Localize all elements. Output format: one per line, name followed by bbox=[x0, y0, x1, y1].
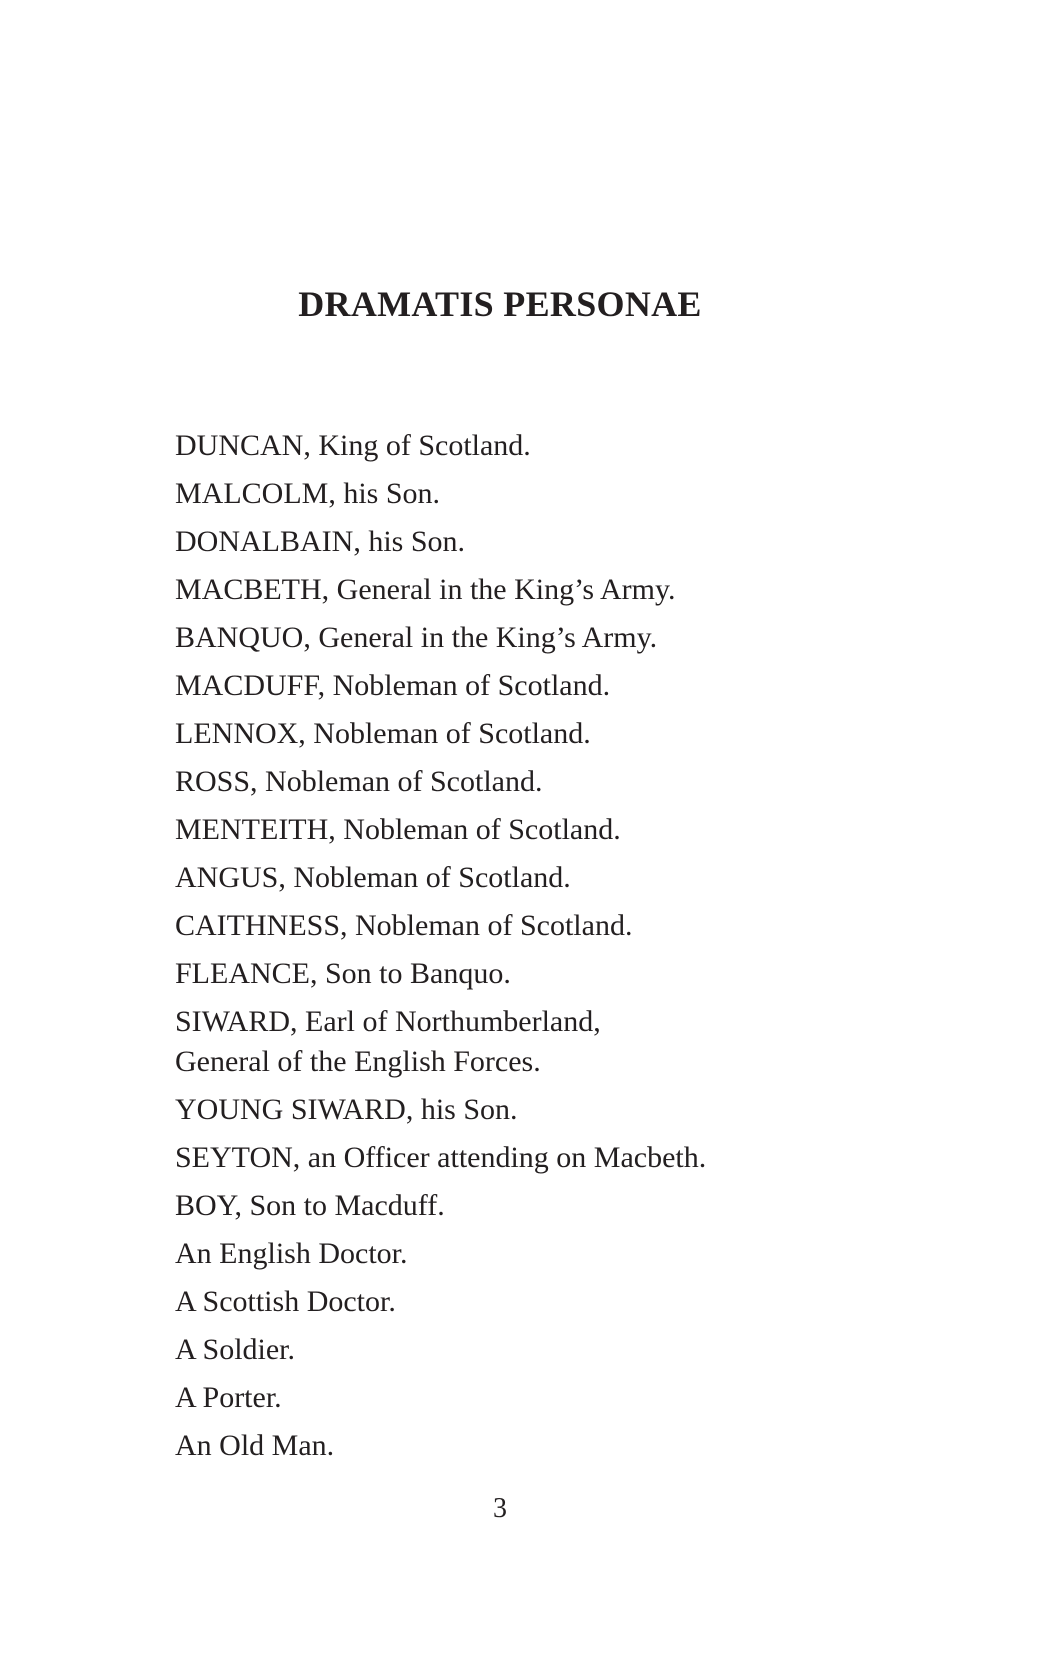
character-entry-line: MACBETH, General in the King’s Army. bbox=[175, 573, 676, 606]
character-entry-line: A Scottish Doctor. bbox=[175, 1285, 396, 1318]
page-title: DRAMATIS PERSONAE bbox=[298, 284, 702, 325]
character-entry bbox=[175, 618, 995, 658]
character-entry bbox=[175, 426, 995, 466]
character-entry bbox=[175, 906, 995, 946]
character-entry-line: A Soldier. bbox=[175, 1333, 296, 1366]
character-entry bbox=[175, 954, 995, 994]
character-entry-line: YOUNG SIWARD, his Son. bbox=[175, 1093, 518, 1126]
character-entry-line: An Old Man. bbox=[175, 1429, 335, 1462]
character-entry-line: ANGUS, Nobleman of Scotland. bbox=[175, 861, 571, 894]
page-number: 3 bbox=[493, 1493, 507, 1524]
character-entry-line: SEYTON, an Officer attending on Macbeth. bbox=[175, 1141, 707, 1174]
character-entry-line: BOY, Son to Macduff. bbox=[175, 1189, 445, 1222]
character-entry bbox=[175, 1426, 995, 1466]
character-entry-line: A Porter. bbox=[175, 1381, 282, 1414]
character-entry bbox=[175, 474, 995, 514]
character-entry bbox=[175, 1002, 995, 1082]
character-entry bbox=[175, 1330, 995, 1370]
character-entry bbox=[175, 1138, 995, 1178]
character-entry-line: DONALBAIN, his Son. bbox=[175, 525, 466, 558]
character-entry bbox=[175, 1234, 995, 1274]
character-entry-line: SIWARD, Earl of Northumberland, bbox=[175, 1005, 601, 1038]
character-entry-line: MACDUFF, Nobleman of Scotland. bbox=[175, 669, 611, 702]
character-entry-line: ROSS, Nobleman of Scotland. bbox=[175, 765, 543, 798]
character-entry bbox=[175, 714, 995, 754]
character-entry-line: General of the English Forces. bbox=[175, 1045, 541, 1078]
character-entry-line: BANQUO, General in the King’s Army. bbox=[175, 621, 658, 654]
character-entry bbox=[175, 1090, 995, 1130]
character-entry bbox=[175, 1282, 995, 1322]
character-entry bbox=[175, 522, 995, 562]
character-entry bbox=[175, 570, 995, 610]
character-entry-line: DUNCAN, King of Scotland. bbox=[175, 429, 531, 462]
character-entry-line: An English Doctor. bbox=[175, 1237, 408, 1270]
character-entry bbox=[175, 858, 995, 898]
character-entry bbox=[175, 1378, 995, 1418]
character-entry bbox=[175, 666, 995, 706]
character-entry bbox=[175, 1186, 995, 1226]
character-entry-line: FLEANCE, Son to Banquo. bbox=[175, 957, 511, 990]
character-entry-line: MENTEITH, Nobleman of Scotland. bbox=[175, 813, 621, 846]
character-entry-line: LENNOX, Nobleman of Scotland. bbox=[175, 717, 591, 750]
character-entry bbox=[175, 810, 995, 850]
character-entry-line: CAITHNESS, Nobleman of Scotland. bbox=[175, 909, 633, 942]
character-entry-line: MALCOLM, his Son. bbox=[175, 477, 441, 510]
character-entry bbox=[175, 762, 995, 802]
character-list bbox=[175, 426, 995, 1474]
